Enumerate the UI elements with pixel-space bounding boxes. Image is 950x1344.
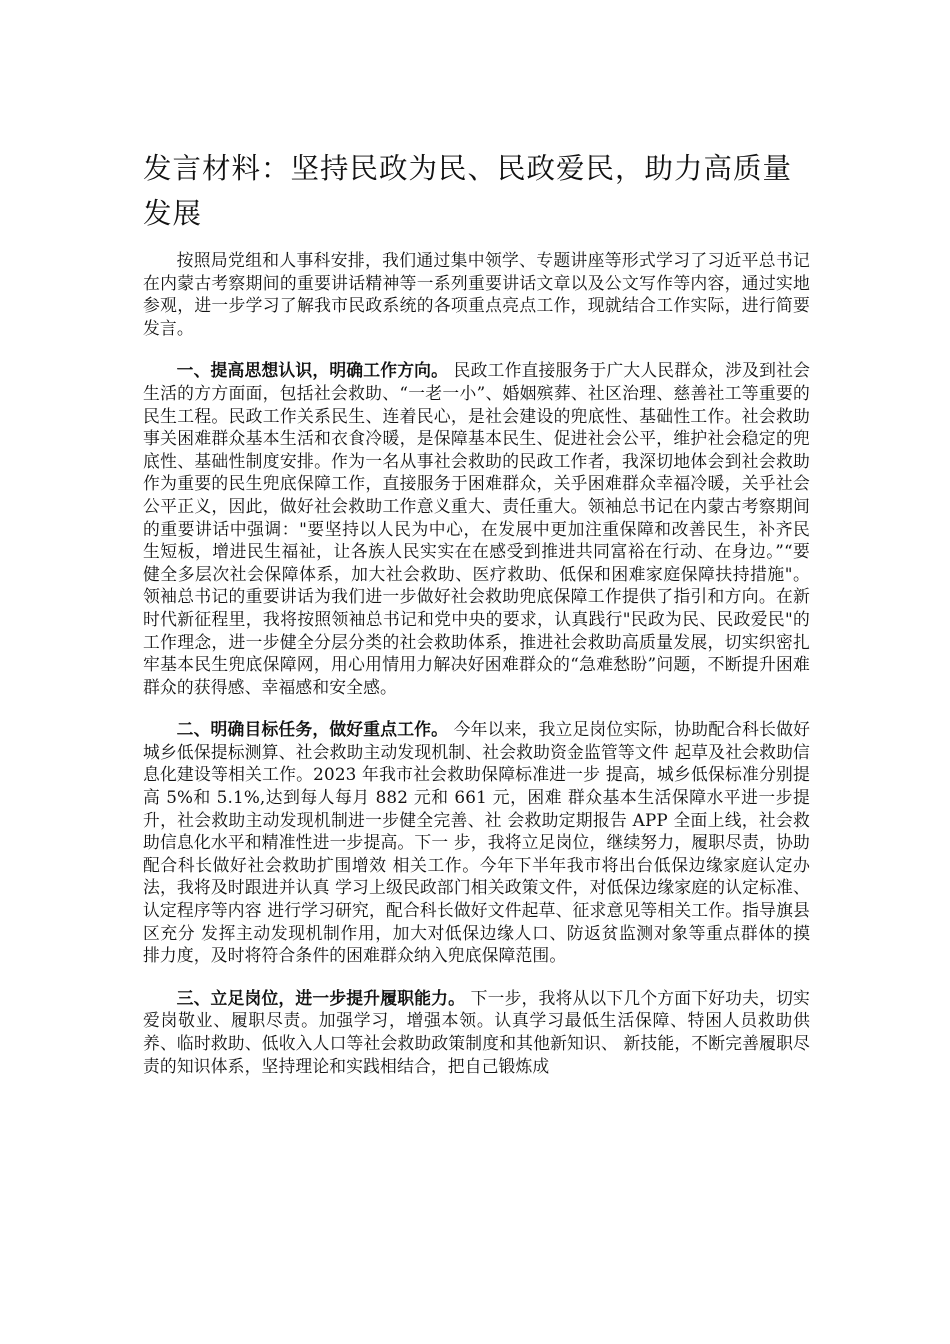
section-text-2: 今年以来，我立足岗位实际，协助配合科长做好城乡低保提标测算、社会救助主动发现机制、社会救助资金监管等文件 起草及社会救助信息化建设等相关工作。2023 年我市社会救助保障标准进一步 提高，城乡低保标准分别提高 5%和 5.1%,达到每人每月 882 元和 661 元，困难 群众基本生活保障水平进一步提升，社会救助主动发现机制进一步健全完善、社 会救助定期报告 APP 全面上线，社会救助信息化水平和精准性进一步提高。下一 步，我将立足岗位，继续努力，履职尽责，协助配合科长做好社会救助扩围增效 相关工作。今年下半年我市将出台低保边缘家庭认定办法，我将及时跟进并认真 学习上级民政部门相关政策文件，对低保边缘家庭的认定标准、认定程序等内容 进行学习研究，配合科长做好文件起草、征求意见等相关工作。指导旗县区充分 发挥主动发现机制作用，加大对低保边缘人口、防返贫监测对象等重点群体的摸 排力度，及时将符合条件的困难群众纳入兜底保障范围。	[143, 719, 810, 966]
document-body	[143, 249, 810, 1097]
section-paragraph-3	[143, 987, 810, 1077]
document-title: 发言材料：坚持民政为民、民政爱民，助力高质量发展	[143, 152, 793, 230]
section-text-1: 民政工作直接服务于广大人民群众，涉及到社会生活的方方面面，包括社会救助、“一老一小”、婚姻殡葬、社区治理、慈善社工等重要的民生工程。民政工作关系民生、连着民心，是社会建设的兜底性、基础性工作。社会救助事关困难群众基本生活和衣食冷暖，是保障基本民生、促进社会公平，维护社会稳定的兜底性、基础性制度安排。作为一名从事社会救助的民政工作者，我深切地体会到社会救助作为重要的民生兜底保障工作，直接服务于困难群众，关乎困难群众幸福冷暖，关乎社会公平正义，因此，做好社会救助工作意义重大、责任重大。领袖总书记在内蒙古考察期间的重要讲话中强调："要坚持以人民为中心，在发展中更加注重保障和改善民生，补齐民生短板，增进民生福祉，让各族人民实实在在感受到推进共同富裕在行动、在身边。”“要健全多层次社会保障体系，加大社会救助、医疗救助、低保和困难家庭保障扶持措施"。领袖总书记的重要讲话为我们进一步做好社会救助兜底保障工作提供了指引和方向。在新时代新征程里，我将按照领袖总书记和党中央的要求，认真践行"民政为民、民政爱民"的工作理念，进一步健全分层分类的社会救助体系，推进社会救助高质量发展，切实织密扎牢基本民生兜底保障网，用心用情用力解决好困难群众的“急难愁盼”问题，不断提升困难群众的获得感、幸福感和安全感。	[143, 360, 810, 697]
section-heading-3: 三、立足岗位，进一步提升履职能力。	[176, 987, 466, 1008]
section-heading-1: 一、提高思想认识，明确工作方向。	[176, 360, 449, 381]
section-paragraph-1	[143, 359, 810, 698]
section-heading-2: 二、明确目标任务，做好重点工作。	[176, 719, 449, 740]
section-paragraph-2	[143, 718, 810, 967]
intro-paragraph: 按照局党组和人事科安排，我们通过集中领学、专题讲座等形式学习了习近平总书记在内蒙古考察期间的重要讲话精神等一系列重要讲话文章以及公文写作等内容，通过实地参观，进一步学习了解我市民政系统的各项重点亮点工作，现就结合工作实际，进行简要发言。	[143, 250, 810, 338]
section-text-3: 下一步，我将从以下几个方面下好功夫，切实爱岗敬业、履职尽责。加强学习，增强本领。认真学习最低生活保障、特困人员救助供养、临时救助、低收入人口等社会救助政策制度和其他新知识、 新技能，不断完善履职尽责的知识体系，坚持理论和实践相结合，把自己锻炼成	[143, 987, 810, 1076]
